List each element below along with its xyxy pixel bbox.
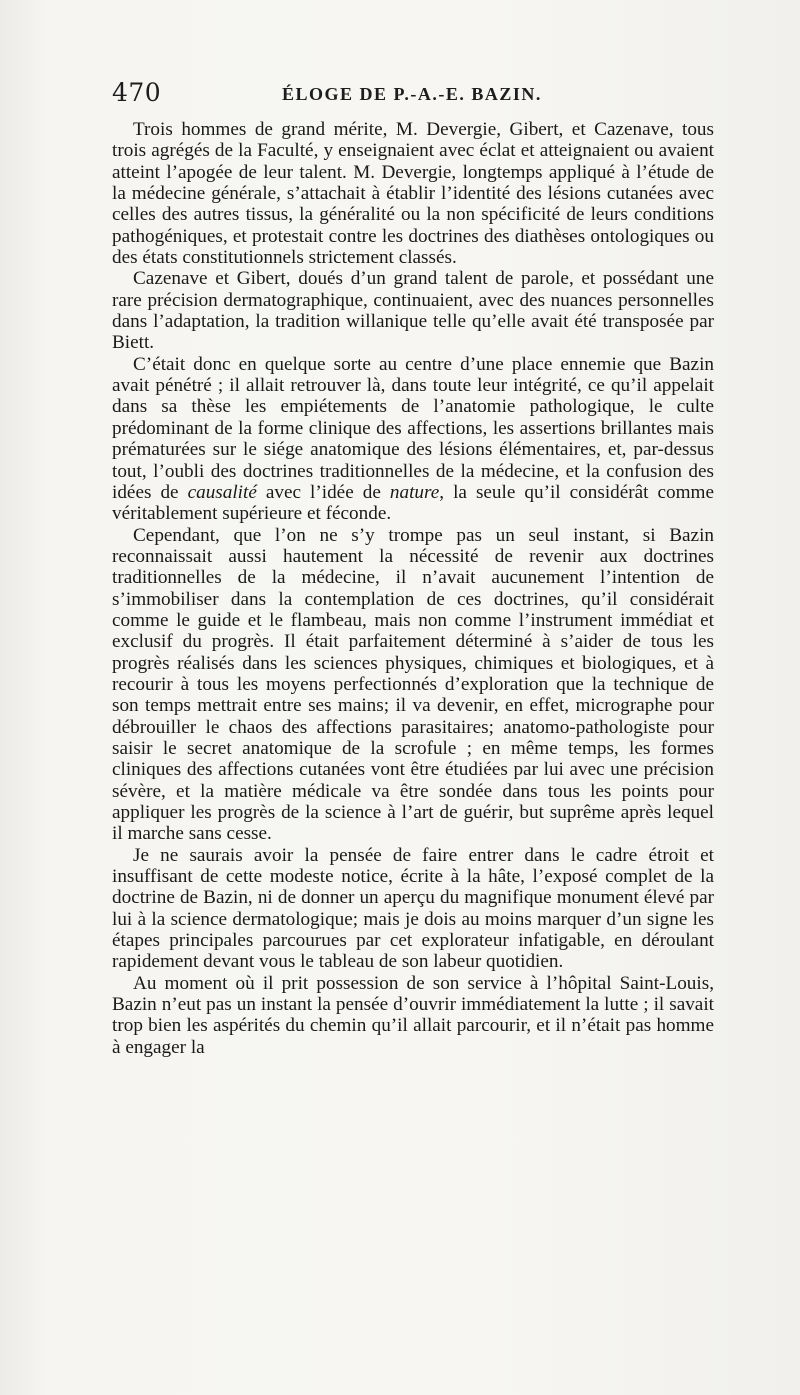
paragraph-3-part-2: avec l’idée de bbox=[256, 481, 390, 503]
paragraph-6: Au moment où il prit possession de son service à l’hôpital Saint-Louis, Bazin n’eut pas un instant la pensée d’ouvrir immédiatement la lutte ; il savait trop bien les aspérités du chemin qu’il allait parcourir, et il n’était pas homme à engager la bbox=[112, 972, 714, 1058]
paragraph-3-part-3: , la seule qu’il considérât comme véritablement supérieure et féconde. bbox=[112, 481, 714, 525]
italic-nature: nature bbox=[389, 481, 440, 503]
running-head: ÉLOGE DE P.-A.-E. BAZIN. bbox=[282, 84, 542, 104]
paragraph-5: Je ne saurais avoir la pensée de faire entrer dans le cadre étroit et insuffisant de cette modeste notice, écrite à la hâte, l’exposé complet de la doctrine de Bazin, ni de donner un aperçu du magnifique monument élevé par lui à la science dermatologique; mais je dois au moins marquer d’un signe les étapes principales parcourues par cet explorateur infatigable, en déroulant rapidement devant vous le tableau de son labeur quotidien. bbox=[112, 844, 714, 973]
page-header bbox=[112, 78, 714, 114]
paragraph-2: Cazenave et Gibert, doués d’un grand talent de parole, et possédant une rare précision dermatographique, continuaient, avec des nuances personnelles dans l’adaptation, la tradition willanique telle qu’elle avait été transposée par Biett. bbox=[112, 268, 714, 354]
paragraph-3 bbox=[112, 354, 714, 525]
body-text bbox=[112, 119, 714, 1058]
paragraph-4: Cependant, que l’on ne s’y trompe pas un seul instant, si Bazin reconnaissait aussi hautement la nécessité de revenir aux doctrines traditionnelles de la médecine, il n’avait aucunement l’intention de s’immobiliser dans la contemplation de ces doctrines, qu’il considérait comme le guide et le flambeau, mais non comme l’instrument immédiat et exclusif du progrès. Il était parfaitement déterminé à s’aider de tous les progrès réalisés dans les sciences physiques, chimiques et biologiques, et à recourir à tous les moyens perfectionnés d’exploration que la technique de son temps mettrait entre ses mains; il va devenir, en effet, micrographe pour débrouiller le chaos des affections parasitaires; anatomo-pathologiste pour saisir le secret anatomique de la scrofule ; en même temps, les formes cliniques des affections cutanées vont être étudiées par lui avec une précision sévère, et la matière médicale va être sondée dans tous les points pour appliquer les progrès de la science à l’art de guérir, but suprême après lequel il marche sans cesse. bbox=[112, 524, 714, 845]
paragraph-3-part-1: C’était donc en quelque sorte au centre d’une place ennemie que Bazin avait pénétré ; il allait retrouver là, dans toute leur intégrité, ce qu’il appelait dans sa thèse les empiétements de l’anatomie pathologique, le culte prédominant de la forme clinique des affections, les assertions brillantes mais prématurées sur le siége anatomique des lésions élémentaires, et, par-dessus tout, l’oubli des doctrines traditionnelles de la médecine, et la confusion des idées de bbox=[112, 353, 714, 503]
paragraph-1: Trois hommes de grand mérite, M. Devergie, Gibert, et Cazenave, tous trois agrégés de la Faculté, y enseignaient avec éclat et atteignaient ou avaient atteint l’apogée de leur talent. M. Devergie, longtemps appliqué à l’étude de la médecine générale, s’attachait à établir l’identité des lésions cutanées avec celles des autres tissus, la généralité ou la non spécificité de leurs conditions pathogéniques, et protestait contre les doctrines des diathèses ontologiques ou des états constitutionnels strictement classés. bbox=[112, 119, 714, 269]
page-number: 470 bbox=[112, 78, 162, 107]
italic-causalite: causalité bbox=[187, 481, 257, 503]
